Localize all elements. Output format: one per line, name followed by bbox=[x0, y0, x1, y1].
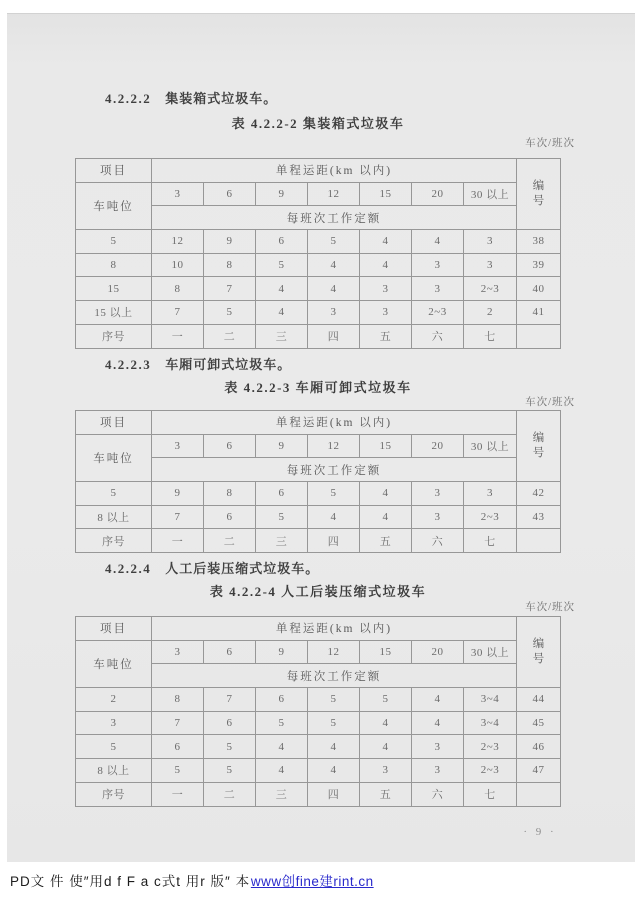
number-header-char: 号 bbox=[532, 653, 545, 666]
distance-value-cell: 3 bbox=[152, 640, 204, 664]
data-cell: 2 bbox=[464, 301, 517, 325]
number-column-header bbox=[517, 411, 561, 482]
data-cell: 三 bbox=[256, 782, 308, 806]
data-cell: 5 bbox=[152, 759, 204, 783]
data-cell: 2~3 bbox=[464, 277, 517, 301]
data-cell: 4 bbox=[360, 253, 412, 277]
row-label-cell: 8 bbox=[76, 253, 152, 277]
data-cell: 3~4 bbox=[464, 688, 517, 712]
data-cell: 5 bbox=[308, 482, 360, 506]
number-column-header bbox=[517, 617, 561, 688]
table-row bbox=[76, 277, 561, 301]
data-cell: 3 bbox=[412, 482, 464, 506]
number-header-char: 编 bbox=[532, 431, 545, 444]
data-cell: 5 bbox=[204, 301, 256, 325]
watermark-text: PD文 件 使″用d f F a c式t 用r 版″ 本 bbox=[10, 874, 251, 889]
header-row-item bbox=[76, 159, 561, 183]
pdf-watermark bbox=[10, 870, 374, 890]
distance-value-cell: 15 bbox=[360, 640, 412, 664]
data-cell: 4 bbox=[308, 735, 360, 759]
row-label-cell: 5 bbox=[76, 482, 152, 506]
data-cell: 3 bbox=[464, 230, 517, 254]
table-row bbox=[76, 324, 561, 348]
data-cell: 4 bbox=[256, 301, 308, 325]
data-cell: 2~3 bbox=[464, 505, 517, 529]
data-cell: 七 bbox=[464, 782, 517, 806]
section-heading-4224 bbox=[105, 558, 319, 577]
data-cell: 8 bbox=[204, 253, 256, 277]
data-cell: 五 bbox=[360, 782, 412, 806]
number-column-header bbox=[517, 159, 561, 230]
table-compression-truck bbox=[75, 616, 561, 807]
distance-value-cell: 12 bbox=[308, 640, 360, 664]
data-cell: 2~3 bbox=[464, 735, 517, 759]
data-cell: 4 bbox=[308, 277, 360, 301]
section-number: 4.2.2.2 bbox=[105, 91, 152, 106]
number-header-char: 号 bbox=[532, 447, 545, 460]
section-heading-4223 bbox=[105, 354, 291, 373]
data-cell: 3 bbox=[360, 277, 412, 301]
number-cell: 40 bbox=[517, 277, 561, 301]
page-number: · 9 · bbox=[523, 826, 557, 838]
data-cell: 5 bbox=[308, 230, 360, 254]
table-container-truck bbox=[75, 158, 561, 349]
data-cell: 9 bbox=[204, 230, 256, 254]
data-cell: 4 bbox=[256, 735, 308, 759]
table-caption-4223: 表 4.2.2-3 车厢可卸式垃圾车 bbox=[224, 380, 412, 395]
data-cell: 5 bbox=[308, 688, 360, 712]
table-row bbox=[76, 253, 561, 277]
data-cell: 10 bbox=[152, 253, 204, 277]
unit-label: 车次/班次 bbox=[525, 138, 575, 149]
section-title: 集装箱式垃圾车。 bbox=[165, 91, 278, 106]
data-cell: 3 bbox=[412, 505, 464, 529]
header-row-distances bbox=[76, 182, 561, 206]
row-label-cell: 8 以上 bbox=[76, 505, 152, 529]
data-cell: 4 bbox=[308, 759, 360, 783]
unit-label: 车次/班次 bbox=[525, 602, 575, 613]
number-cell: 41 bbox=[517, 301, 561, 325]
data-cell: 七 bbox=[464, 324, 517, 348]
data-cell: 4 bbox=[308, 505, 360, 529]
data-cell: 4 bbox=[256, 277, 308, 301]
distance-value-cell: 9 bbox=[256, 640, 308, 664]
number-cell bbox=[517, 529, 561, 553]
header-row-item bbox=[76, 411, 561, 435]
quota-header-cell: 每班次工作定额 bbox=[152, 458, 517, 482]
data-cell: 三 bbox=[256, 529, 308, 553]
data-cell: 6 bbox=[256, 688, 308, 712]
data-cell: 12 bbox=[152, 230, 204, 254]
table-row bbox=[76, 230, 561, 254]
data-cell: 4 bbox=[412, 711, 464, 735]
data-cell: 四 bbox=[308, 324, 360, 348]
data-cell: 5 bbox=[256, 253, 308, 277]
data-cell: 2~3 bbox=[464, 759, 517, 783]
header-row-distances bbox=[76, 640, 561, 664]
row-label-cell: 8 以上 bbox=[76, 759, 152, 783]
data-cell: 3 bbox=[412, 253, 464, 277]
data-cell: 6 bbox=[204, 505, 256, 529]
distance-value-cell: 3 bbox=[152, 182, 204, 206]
data-cell: 一 bbox=[152, 324, 204, 348]
data-cell: 9 bbox=[152, 482, 204, 506]
data-cell: 5 bbox=[204, 735, 256, 759]
data-cell: 4 bbox=[412, 230, 464, 254]
number-cell: 38 bbox=[517, 230, 561, 254]
data-cell: 7 bbox=[152, 505, 204, 529]
item-header-cell: 项目 bbox=[76, 411, 152, 435]
distance-value-cell: 30 以上 bbox=[464, 434, 517, 458]
data-cell: 4 bbox=[360, 482, 412, 506]
number-cell bbox=[517, 324, 561, 348]
data-cell: 7 bbox=[152, 301, 204, 325]
distance-value-cell: 15 bbox=[360, 434, 412, 458]
distance-value-cell: 6 bbox=[204, 640, 256, 664]
data-cell: 4 bbox=[256, 759, 308, 783]
distance-header-cell: 单程运距(km 以内) bbox=[152, 617, 517, 641]
section-heading-4222 bbox=[105, 88, 277, 107]
data-cell: 二 bbox=[204, 782, 256, 806]
table-row bbox=[76, 529, 561, 553]
data-cell: 二 bbox=[204, 324, 256, 348]
distance-value-cell: 6 bbox=[204, 182, 256, 206]
row-label-cell: 序号 bbox=[76, 529, 152, 553]
number-cell: 42 bbox=[517, 482, 561, 506]
table-row bbox=[76, 688, 561, 712]
section-title: 车厢可卸式垃圾车。 bbox=[165, 357, 292, 372]
data-cell: 二 bbox=[204, 529, 256, 553]
data-cell: 一 bbox=[152, 529, 204, 553]
data-cell: 3 bbox=[412, 735, 464, 759]
table-detachable-truck bbox=[75, 410, 561, 553]
data-cell: 3 bbox=[360, 759, 412, 783]
data-cell: 5 bbox=[256, 505, 308, 529]
data-cell: 8 bbox=[204, 482, 256, 506]
table-row bbox=[76, 711, 561, 735]
distance-value-cell: 9 bbox=[256, 182, 308, 206]
distance-value-cell: 20 bbox=[412, 434, 464, 458]
data-cell: 2~3 bbox=[412, 301, 464, 325]
row-label-cell: 5 bbox=[76, 230, 152, 254]
data-cell: 6 bbox=[204, 711, 256, 735]
header-row-item bbox=[76, 617, 561, 641]
item-header-cell: 项目 bbox=[76, 617, 152, 641]
watermark-link[interactable]: www创fine建rint.cn bbox=[250, 874, 374, 889]
tonnage-header-cell: 车吨位 bbox=[76, 434, 152, 481]
data-cell: 4 bbox=[360, 711, 412, 735]
data-cell: 三 bbox=[256, 324, 308, 348]
number-cell: 47 bbox=[517, 759, 561, 783]
number-header-char: 编 bbox=[532, 637, 545, 650]
data-cell: 5 bbox=[256, 711, 308, 735]
table-caption-4222: 表 4.2.2-2 集装箱式垃圾车 bbox=[231, 116, 405, 131]
data-cell: 六 bbox=[412, 324, 464, 348]
data-cell: 3~4 bbox=[464, 711, 517, 735]
data-cell: 6 bbox=[256, 482, 308, 506]
distance-value-cell: 3 bbox=[152, 434, 204, 458]
row-label-cell: 3 bbox=[76, 711, 152, 735]
data-cell: 4 bbox=[360, 505, 412, 529]
distance-value-cell: 30 以上 bbox=[464, 640, 517, 664]
unit-label: 车次/班次 bbox=[525, 397, 575, 408]
distance-value-cell: 12 bbox=[308, 434, 360, 458]
number-header-char: 号 bbox=[532, 195, 545, 208]
data-cell: 五 bbox=[360, 529, 412, 553]
distance-header-cell: 单程运距(km 以内) bbox=[152, 411, 517, 435]
data-cell: 5 bbox=[360, 688, 412, 712]
distance-header-cell: 单程运距(km 以内) bbox=[152, 159, 517, 183]
number-cell: 46 bbox=[517, 735, 561, 759]
tonnage-header-cell: 车吨位 bbox=[76, 640, 152, 687]
distance-value-cell: 30 以上 bbox=[464, 182, 517, 206]
distance-value-cell: 20 bbox=[412, 640, 464, 664]
data-cell: 4 bbox=[308, 253, 360, 277]
row-label-cell: 5 bbox=[76, 735, 152, 759]
tonnage-header-cell: 车吨位 bbox=[76, 182, 152, 229]
item-header-cell: 项目 bbox=[76, 159, 152, 183]
data-cell: 3 bbox=[464, 253, 517, 277]
quota-header-cell: 每班次工作定额 bbox=[152, 206, 517, 230]
data-cell: 五 bbox=[360, 324, 412, 348]
distance-value-cell: 12 bbox=[308, 182, 360, 206]
data-cell: 6 bbox=[152, 735, 204, 759]
data-cell: 8 bbox=[152, 277, 204, 301]
row-label-cell: 15 bbox=[76, 277, 152, 301]
number-cell: 44 bbox=[517, 688, 561, 712]
number-cell: 45 bbox=[517, 711, 561, 735]
section-number: 4.2.2.3 bbox=[105, 357, 152, 372]
data-cell: 4 bbox=[412, 688, 464, 712]
distance-value-cell: 9 bbox=[256, 434, 308, 458]
data-cell: 3 bbox=[308, 301, 360, 325]
section-title: 人工后装压缩式垃圾车。 bbox=[165, 561, 320, 576]
table-row bbox=[76, 782, 561, 806]
data-cell: 7 bbox=[204, 688, 256, 712]
number-cell: 39 bbox=[517, 253, 561, 277]
data-cell: 7 bbox=[204, 277, 256, 301]
table-row bbox=[76, 505, 561, 529]
data-cell: 7 bbox=[152, 711, 204, 735]
data-cell: 四 bbox=[308, 782, 360, 806]
data-cell: 3 bbox=[412, 759, 464, 783]
table-row bbox=[76, 301, 561, 325]
data-cell: 一 bbox=[152, 782, 204, 806]
header-row-distances bbox=[76, 434, 561, 458]
data-cell: 4 bbox=[360, 230, 412, 254]
table-row bbox=[76, 759, 561, 783]
row-label-cell: 15 以上 bbox=[76, 301, 152, 325]
data-cell: 七 bbox=[464, 529, 517, 553]
table-row bbox=[76, 735, 561, 759]
row-label-cell: 2 bbox=[76, 688, 152, 712]
data-cell: 8 bbox=[152, 688, 204, 712]
distance-value-cell: 15 bbox=[360, 182, 412, 206]
data-cell: 3 bbox=[412, 277, 464, 301]
data-cell: 6 bbox=[256, 230, 308, 254]
data-cell: 4 bbox=[360, 735, 412, 759]
row-label-cell: 序号 bbox=[76, 324, 152, 348]
table-row bbox=[76, 482, 561, 506]
data-cell: 四 bbox=[308, 529, 360, 553]
section-number: 4.2.2.4 bbox=[105, 561, 152, 576]
data-cell: 5 bbox=[308, 711, 360, 735]
data-cell: 3 bbox=[464, 482, 517, 506]
data-cell: 5 bbox=[204, 759, 256, 783]
table-caption-4224: 表 4.2.2-4 人工后装压缩式垃圾车 bbox=[209, 584, 427, 599]
data-cell: 3 bbox=[360, 301, 412, 325]
distance-value-cell: 20 bbox=[412, 182, 464, 206]
distance-value-cell: 6 bbox=[204, 434, 256, 458]
number-cell bbox=[517, 782, 561, 806]
quota-header-cell: 每班次工作定额 bbox=[152, 664, 517, 688]
data-cell: 六 bbox=[412, 529, 464, 553]
row-label-cell: 序号 bbox=[76, 782, 152, 806]
number-header-char: 编 bbox=[532, 179, 545, 192]
number-cell: 43 bbox=[517, 505, 561, 529]
data-cell: 六 bbox=[412, 782, 464, 806]
